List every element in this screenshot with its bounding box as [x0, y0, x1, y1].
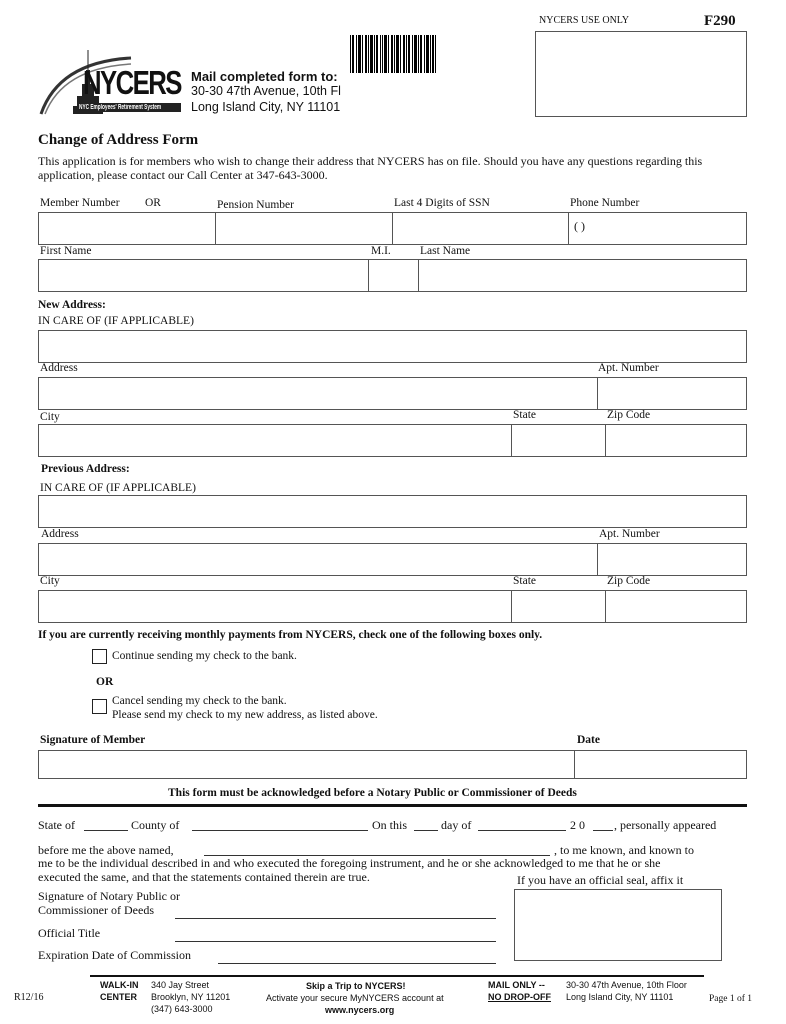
barcode-icon [350, 35, 438, 75]
member-date-field[interactable] [574, 750, 747, 779]
seal-label: If you have an official seal, affix it [517, 873, 684, 887]
pension-number-field[interactable] [215, 212, 393, 245]
seal-box [514, 889, 722, 961]
new-address-heading: New Address: [38, 299, 106, 311]
known-label: , to me known, and known to [554, 843, 694, 857]
prev-address-field[interactable] [38, 543, 598, 576]
walkin-phone: (347) 643-3000 [151, 1004, 213, 1014]
on-this-label: On this [372, 818, 408, 832]
expiration-line[interactable] [218, 963, 496, 964]
member-number-label: Member Number [40, 197, 120, 209]
new-apt-label: Apt. Number [598, 362, 659, 374]
walkin-label-2: CENTER [100, 992, 138, 1002]
date-label: Date [577, 734, 600, 746]
form-id: F290 [704, 13, 736, 29]
notary-signature-label-2: Commissioner of Deeds [38, 903, 154, 917]
state-of-line[interactable] [84, 830, 128, 831]
expiration-label: Expiration Date of Commission [38, 948, 191, 962]
new-state-field[interactable] [511, 424, 606, 457]
new-apt-field[interactable] [597, 377, 747, 410]
notary-body-2: executed the same, and that the statements contained therein are true. [38, 870, 370, 884]
day-line[interactable] [414, 830, 438, 831]
notary-heading: This form must be acknowledged before a Notary Public or Commissioner of Deeds [168, 787, 577, 799]
page-number: Page 1 of 1 [709, 994, 753, 1004]
mail-title: Mail completed form to: [191, 69, 338, 84]
mail-line-1: 30-30 47th Avenue, 10th Fl [191, 84, 341, 98]
year-line[interactable] [593, 830, 613, 831]
official-title-line[interactable] [175, 941, 496, 942]
new-city-label: City [40, 411, 60, 423]
new-city-field[interactable] [38, 424, 512, 457]
prev-address-label: Address [41, 528, 79, 540]
prev-care-of-label: IN CARE OF (IF APPLICABLE) [40, 482, 196, 494]
member-number-field[interactable] [38, 212, 216, 245]
notary-signature-line[interactable] [175, 918, 496, 919]
notary-signature-label-1: Signature of Notary Public or [38, 889, 180, 903]
official-title-label: Official Title [38, 926, 101, 940]
new-zip-field[interactable] [605, 424, 747, 457]
day-of-label: day of [441, 818, 472, 832]
walkin-label-1: WALK-IN [100, 980, 139, 990]
walkin-addr-2: Brooklyn, NY 11201 [151, 992, 231, 1002]
continue-bank-label: Continue sending my check to the bank. [112, 650, 297, 662]
first-name-field[interactable] [38, 259, 369, 292]
member-signature-field[interactable] [38, 750, 575, 779]
phone-field[interactable] [568, 212, 747, 245]
footer-mail-addr-2: Long Island City, NY 11101 [566, 992, 674, 1002]
payments-question: If you are currently receiving monthly payments from NYCERS, check one of the following boxes only. [38, 629, 543, 641]
before-me-label: before me the above named, [38, 843, 174, 857]
last-name-field[interactable] [418, 259, 747, 292]
cancel-bank-label-2: Please send my check to my new address, as listed above. [112, 709, 378, 721]
notary-divider [38, 804, 747, 807]
month-line[interactable] [478, 830, 566, 831]
payments-or: OR [96, 676, 114, 688]
nycers-logo [39, 40, 184, 118]
prev-state-label: State [513, 575, 536, 587]
continue-bank-checkbox[interactable] [92, 649, 107, 664]
prev-state-field[interactable] [511, 590, 606, 623]
ssn-field[interactable] [392, 212, 569, 245]
prev-city-field[interactable] [38, 590, 512, 623]
prev-care-of-field[interactable] [38, 495, 747, 528]
year-prefix: 2 0 [570, 818, 585, 832]
skip-url[interactable]: www.nycers.org [325, 1005, 395, 1015]
phone-parens: ( ) [574, 219, 585, 233]
signature-label: Signature of Member [40, 734, 146, 746]
new-address-label: Address [40, 362, 78, 374]
logo-subtitle: NYC Employees' Retirement System [79, 104, 162, 111]
pension-number-label: Pension Number [217, 199, 294, 211]
mail-line-2: Long Island City, NY 11101 [191, 100, 341, 114]
prev-city-label: City [40, 575, 60, 587]
phone-label: Phone Number [570, 197, 640, 209]
notary-body-1: me to be the individual described in and who executed the foregoing instrument, and he or she acknowledged to me that he or she [38, 856, 661, 870]
new-state-label: State [513, 409, 536, 421]
footer-divider [90, 975, 704, 977]
county-of-label: County of [131, 818, 180, 832]
cancel-bank-label-1: Cancel sending my check to the bank. [112, 695, 287, 707]
ssn-label: Last 4 Digits of SSN [394, 197, 490, 209]
prev-zip-label: Zip Code [607, 575, 651, 587]
walkin-addr-1: 340 Jay Street [151, 980, 210, 990]
previous-address-heading: Previous Address: [41, 463, 130, 475]
prev-apt-label: Apt. Number [599, 528, 660, 540]
skip-title: Skip a Trip to NYCERS! [306, 981, 406, 991]
form-title: Change of Address Form [38, 132, 199, 148]
cancel-bank-checkbox[interactable] [92, 699, 107, 714]
office-use-box [535, 31, 747, 117]
use-only-label: NYCERS USE ONLY [539, 15, 630, 26]
new-zip-label: Zip Code [607, 409, 651, 421]
new-care-of-label: IN CARE OF (IF APPLICABLE) [38, 315, 194, 327]
mail-only-label-1: MAIL ONLY -- [488, 980, 545, 990]
prev-apt-field[interactable] [597, 543, 747, 576]
logo-text: NYCERS [83, 64, 181, 101]
or-label: OR [145, 197, 161, 209]
intro-text: This application is for members who wish to change their address that NYCERS has on file. Should you have any questions regarding this application, please contact our Call Center at 347-643-3000. [38, 154, 703, 182]
skip-line: Activate your secure MyNYCERS account at [266, 993, 444, 1003]
revision-label: R12/16 [14, 992, 44, 1003]
mi-label: M.I. [371, 245, 391, 257]
new-care-of-field[interactable] [38, 330, 747, 363]
personally-appeared: , personally appeared [614, 818, 717, 832]
mi-field[interactable] [368, 259, 419, 292]
new-address-field[interactable] [38, 377, 598, 410]
mail-only-label-2: NO DROP-OFF [488, 992, 551, 1002]
last-name-label: Last Name [420, 245, 471, 257]
footer-mail-addr-1: 30-30 47th Avenue, 10th Floor [566, 980, 687, 990]
prev-zip-field[interactable] [605, 590, 747, 623]
county-of-line[interactable] [192, 830, 368, 831]
state-of-label: State of [38, 818, 75, 832]
first-name-label: First Name [40, 245, 92, 257]
